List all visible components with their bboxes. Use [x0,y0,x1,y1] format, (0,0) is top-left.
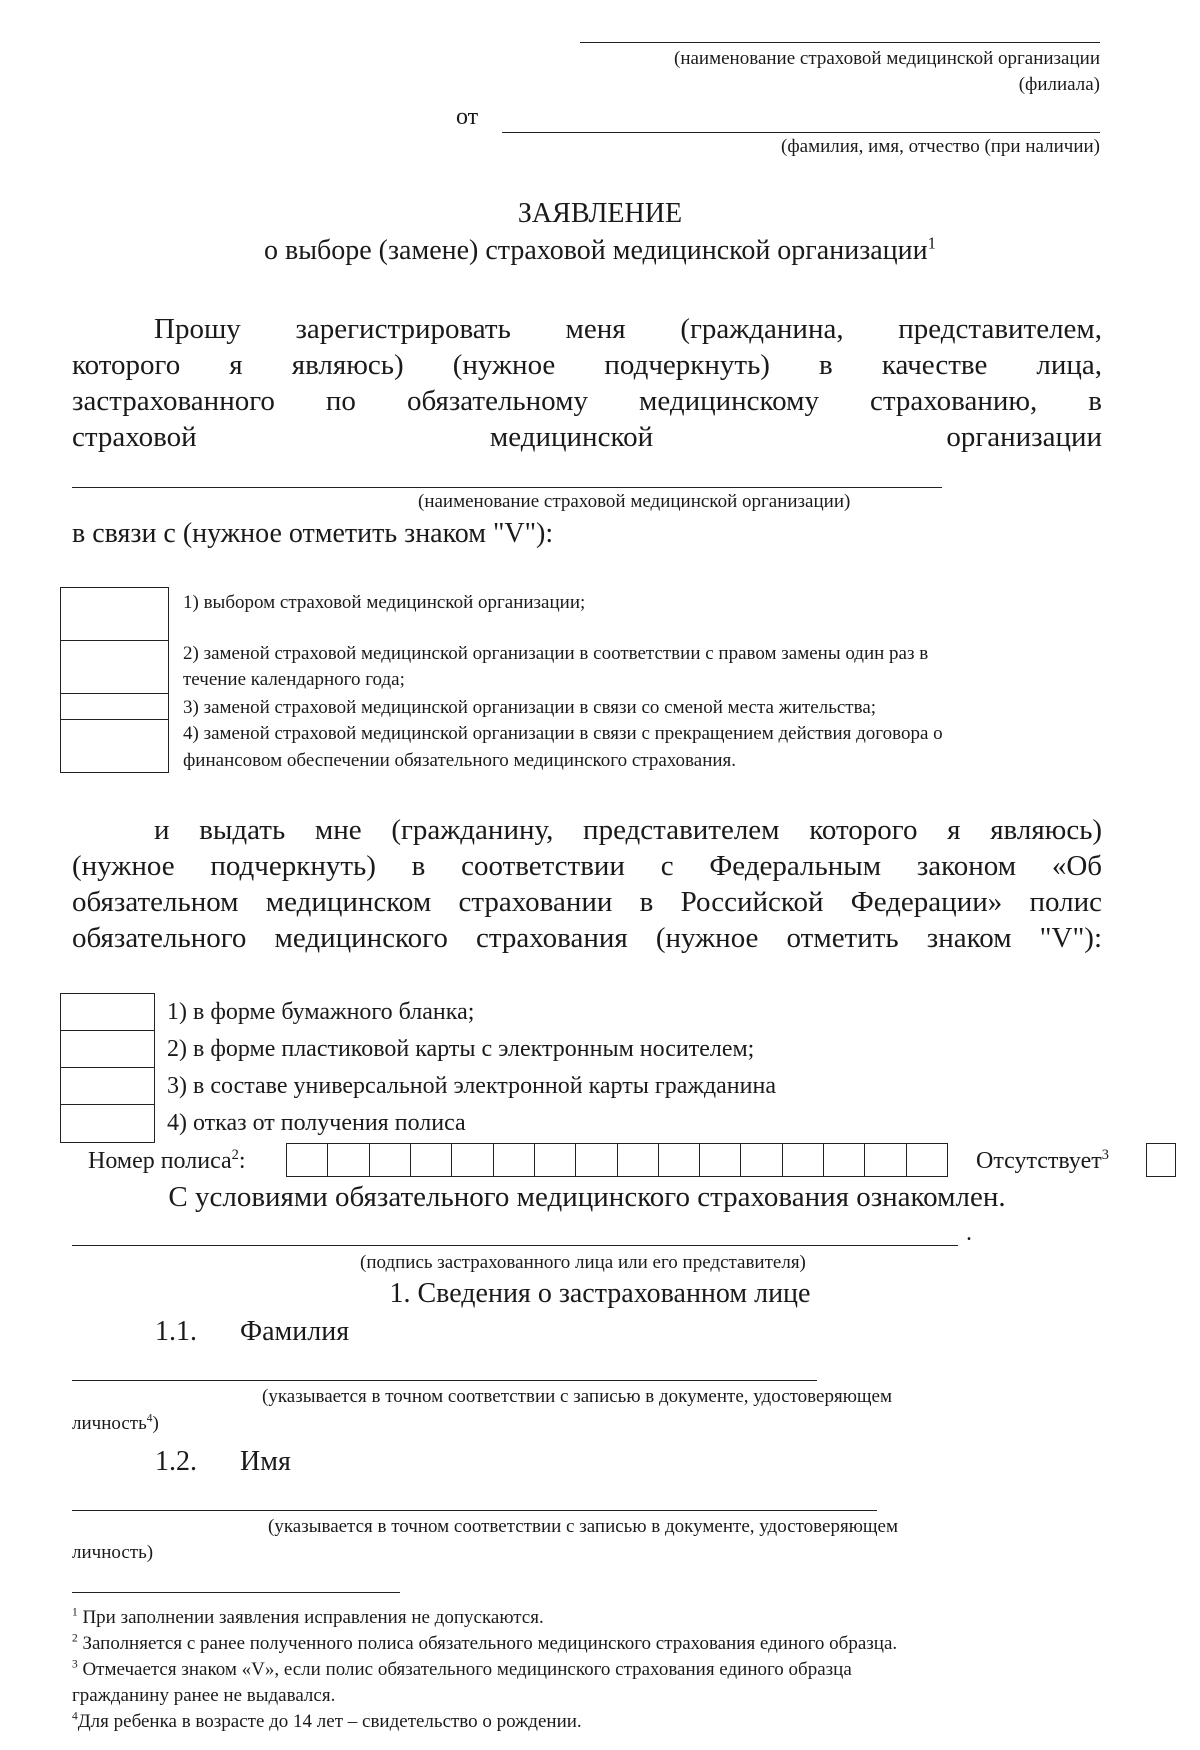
reason-3-text: 3) заменой страховой медицинской организации в связи со сменой места жительства; [183,697,877,718]
issue-line-1: и выдать мне (гражданину, представителем которого я являюсь) [154,814,1103,846]
applicant-fio-line[interactable] [502,132,1100,133]
field-1-1-number: 1.1. [155,1316,197,1347]
chosen-insurer-line[interactable] [72,487,942,488]
policy-digit-cell[interactable] [699,1144,741,1176]
chosen-insurer-caption: (наименование страховой медицинской организации) [418,491,851,512]
issue-line-2: (нужное подчеркнуть) в соответствии с Федеральным законом «Об [72,850,1103,882]
footnote-4: $^4$Для ребенка в возрасте до 14 лет – свидетельство о рождении. [72,1710,582,1732]
fio-caption: (фамилия, имя, отчество (при наличии) [781,136,1100,157]
policy-digit-cell[interactable] [451,1144,493,1176]
policy-absent-checkbox[interactable] [1146,1143,1176,1177]
policy-digit-cell[interactable] [327,1144,369,1176]
policy-digit-cell[interactable] [740,1144,782,1176]
reason-2-text-cont: течение календарного года; [183,669,405,690]
policy-form-1-text: 1) в форме бумажного бланка; [167,999,475,1025]
footnote-separator [72,1592,400,1593]
policy-form-checkbox-3[interactable] [60,1067,155,1106]
name-line[interactable] [72,1510,877,1511]
subtitle-text: о выборе (замене) страховой медицинской организации [263,235,928,266]
field-1-2-number: 1.2. [155,1446,197,1477]
policy-absent-label: Отсутствует$^3$ [976,1147,1109,1174]
footnote-ref-4: 4 [146,1412,153,1425]
name-caption-2: личность) [72,1542,154,1563]
footnote-ref-2: 2 [231,1147,239,1163]
insurer-caption-1: (наименование страховой медицинской организации [674,48,1100,69]
document-subtitle [0,235,1200,267]
policy-form-3-text: 3) в составе универсальной электронной карты гражданина [167,1073,776,1099]
document-title: ЗАЯВЛЕНИЕ [517,198,683,229]
reason-2-text: 2) заменой страховой медицинской организации в соответствии с правом замены один раз в [183,643,929,664]
request-line-1: Прошу зарегистрировать меня (гражданина, представителем, [154,313,1103,345]
reason-checkbox-2[interactable] [60,640,169,695]
policy-digit-cell[interactable] [906,1144,948,1176]
footnote-3-cont: гражданину ранее не выдавался. [72,1685,336,1706]
policy-digit-cell[interactable] [864,1144,906,1176]
name-caption-1: (указывается в точном соответствии с записью в документе, удостоверяющем [268,1516,898,1537]
signature-line[interactable] [72,1245,958,1246]
field-1-1-label: Фамилия [240,1316,350,1347]
surname-line[interactable] [72,1380,817,1381]
from-label: от [456,104,479,130]
insurer-caption-2: (филиала) [1018,74,1100,95]
conditions-acknowledgement: С условиями обязательного медицинского страхования ознакомлен. [168,1181,1006,1213]
policy-digit-cell[interactable] [410,1144,452,1176]
insurer-name-line[interactable] [580,42,1100,43]
policy-digit-cell[interactable] [534,1144,576,1176]
policy-form-4-text: 4) отказ от получения полиса [167,1110,466,1136]
reason-checkbox-3[interactable] [60,693,169,721]
reason-checkbox-4[interactable] [60,719,169,773]
issue-paragraph [72,812,1102,956]
request-line-3: застрахованного по обязательному медицинскому страхованию, в [72,385,1102,417]
policy-digit-cell[interactable] [782,1144,824,1176]
policy-digit-cell[interactable] [575,1144,617,1176]
reason-intro: в связи с (нужное отметить знаком "V"): [72,518,554,549]
policy-form-checkbox-2[interactable] [60,1030,155,1069]
policy-number-cells[interactable] [286,1143,948,1177]
policy-digit-cell[interactable] [658,1144,700,1176]
policy-digit-cell[interactable] [286,1144,328,1176]
surname-caption-2: личность$^4$) [72,1412,159,1434]
section-1-title: 1. Сведения о застрахованном лице [389,1278,811,1309]
issue-line-4: обязательного медицинского страхования (нужное отметить знаком "V"): [72,922,1103,954]
policy-digit-cell[interactable] [493,1144,535,1176]
request-paragraph [72,311,1102,455]
issue-line-3: обязательном медицинском страховании в Российской Федерации» полис [72,886,1102,918]
footnote-3: $^3$ Отмечается знаком «V», если полис обязательного медицинского страхования единого образца [72,1658,852,1680]
signature-caption: (подпись застрахованного лица или его представителя) [360,1252,806,1273]
footnote-2: $^2$ Заполняется с ранее полученного полиса обязательного медицинского страхования единого образца. [72,1632,898,1654]
policy-digit-cell[interactable] [823,1144,865,1176]
footnote-ref-3: 3 [1101,1147,1109,1163]
policy-number-label: Номер полиса$^2$: [88,1147,246,1174]
footnote-ref-1: 1 [927,233,937,253]
reason-1-text: 1) выбором страховой медицинской организации; [183,592,586,613]
field-1-2-label: Имя [240,1446,291,1477]
policy-form-checkbox-4[interactable] [60,1104,155,1143]
footnote-1: $^1$ При заполнении заявления исправления не допускаются. [72,1606,544,1628]
signature-dot: . [966,1220,972,1246]
request-line-4: страховой медицинской организации [72,421,1103,453]
policy-digit-cell[interactable] [369,1144,411,1176]
surname-caption-1: (указывается в точном соответствии с записью в документе, удостоверяющем [262,1386,892,1407]
policy-form-2-text: 2) в форме пластиковой карты с электронным носителем; [167,1036,755,1062]
request-line-2: которого я являюсь) (нужное подчеркнуть) в качестве лица, [72,349,1103,381]
policy-digit-cell[interactable] [617,1144,659,1176]
reason-4-text: 4) заменой страховой медицинской организации в связи с прекращением действия договора о [183,723,943,744]
reason-4-text-cont: финансовом обеспечении обязательного медицинского страхования. [183,750,737,771]
policy-form-checkbox-1[interactable] [60,993,155,1032]
reason-checkbox-1[interactable] [60,587,169,642]
